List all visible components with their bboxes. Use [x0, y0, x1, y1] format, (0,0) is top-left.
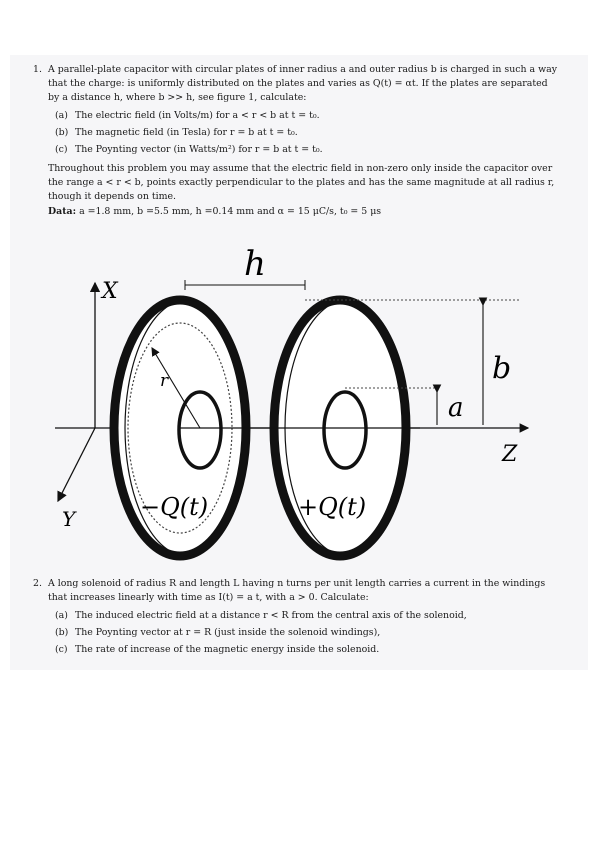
- item-label: (a): [55, 110, 68, 121]
- capacitor-diagram: [40, 243, 560, 563]
- item-text: The electric field (in Volts/m) for a < r < b at t = t₀.: [74, 110, 320, 121]
- item-text: The induced electric field at a distance r < R from the central axis of the solenoid,: [74, 610, 467, 621]
- item-text: The rate of increase of the magnetic energy inside the solenoid.: [74, 644, 380, 655]
- z-axis-label: Z: [502, 442, 518, 467]
- left-plate-label: −Q(t): [140, 493, 209, 521]
- y-axis-label: Y: [62, 507, 76, 531]
- y-axis-line: [58, 428, 95, 501]
- problem-1: [33, 63, 558, 219]
- problem-2-intro: A long solenoid of radius R and length L having n turns per unit length carries a current in the windings that increases linearly with time as I(t) = a t, with a > 0. Calculate:: [48, 578, 546, 603]
- problem-2: [33, 577, 558, 660]
- b-label: b: [492, 351, 512, 386]
- item-text: The magnetic field (in Tesla) for r = b at t = t₀.: [74, 127, 298, 138]
- right-plate-label: +Q(t): [298, 493, 367, 521]
- figure-1: [40, 243, 560, 563]
- data-label: Data:: [48, 206, 77, 217]
- item-label: (c): [55, 144, 68, 155]
- problem-1-item-c: [55, 143, 558, 157]
- h-label: h: [244, 244, 266, 284]
- data-values: a =1.8 mm, b =5.5 mm, h =0.14 mm and α = 15 μC/s, t₀ = 5 μs: [79, 206, 382, 217]
- problem-1-intro: A parallel-plate capacitor with circular plates of inner radius a and outer radius b is charged in such a way that the charge: is uniformly distributed on the plates and varies as Q(t) = αt. If the plates are separated by a distance h, where b >> h, see figure 1, calculate:: [48, 64, 558, 103]
- item-text: The Poynting vector (in Watts/m²) for r = b at t = t₀.: [74, 144, 323, 155]
- problem-2-item-b: [55, 626, 558, 640]
- problem-2-item-a: [55, 609, 558, 623]
- item-text: The Poynting vector at r = R (just inside the solenoid windings),: [74, 627, 381, 638]
- problem-1-number: 1.: [33, 64, 42, 75]
- x-axis-label: X: [102, 279, 118, 304]
- item-label: (b): [55, 627, 69, 638]
- item-label: (c): [55, 644, 68, 655]
- problem-1-items: [55, 109, 558, 157]
- problem-1-data: [48, 205, 558, 219]
- problem-1-item-a: [55, 109, 558, 123]
- problem-2-items: [55, 609, 558, 657]
- r-label: r: [160, 371, 169, 391]
- item-label: (a): [55, 610, 68, 621]
- problem-1-note: Throughout this problem you may assume that the electric field in non-zero only inside the capacitor over the range a < r < b, points exactly perpendicular to the plates and has the same magnitude at all radius r, though it depends on time.: [48, 163, 555, 202]
- problem-2-item-c: [55, 643, 558, 657]
- problem-2-number: 2.: [33, 578, 42, 589]
- problem-1-item-b: [55, 126, 558, 140]
- right-plate-inner-hole: [324, 392, 366, 468]
- a-label: a: [448, 393, 464, 423]
- item-label: (b): [55, 127, 69, 138]
